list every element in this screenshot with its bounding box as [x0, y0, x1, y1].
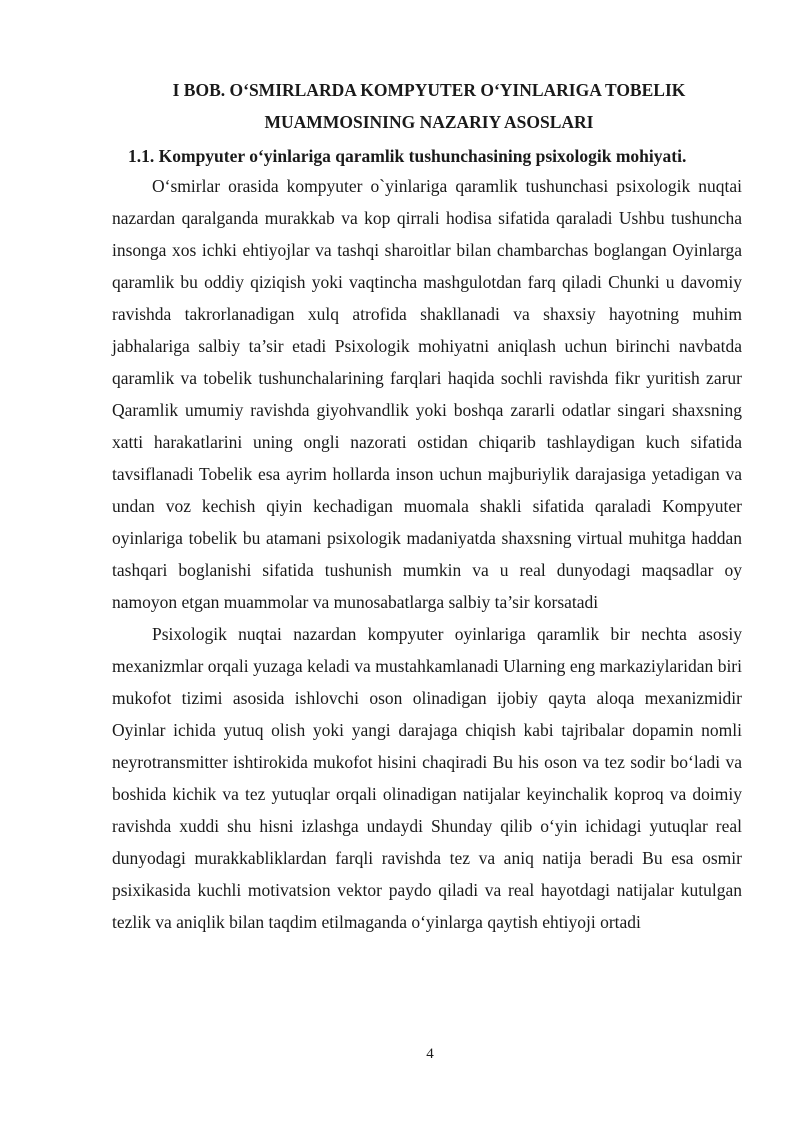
chapter-title-line-2: MUAMMOSINING NAZARIY ASOSLARI [264, 112, 594, 132]
chapter-title [112, 74, 688, 138]
chapter-title-line-1: I BOB. O‘SMIRLARDA KOMPYUTER O‘YINLARIGA TOBELIK [172, 80, 686, 100]
paragraph-2: Psixologik nuqtai nazardan kompyuter oyinlariga qaramlik bir nechta asosiy mexanizmlar orqali yuzaga keladi va mustahkamlanadi Ularning eng markaziylaridan biri mukofot tizimi asosida ishlovchi oson olinadigan ijobiy qayta aloqa mexanizmidir Oyinlar ichida yutuq olish yoki yangi darajaga chiqish kabi tajribalar dopamin nomli neyrotransmitter ishtirokida mukofot hisini chaqiradi Bu his oson va tez sodir bo‘ladi va boshida kichik va tez yutuqlar orqali olinadigan natijalar keyinchalik koproq va doimiy ravishda xuddi shu hisni izlashga undaydi Shunday qilib o‘yin ichidagi yutuqlar real dunyodagi murakkabliklardan farqli ravishda tez va aniq natija beradi Bu esa osmir psixikasida kuchli motivatsion vektor paydo qiladi va real hayotdagi natijalar kutulgan tezlik va aniqlik bilan taqdim etilmaganda o‘yinlarga qaytish ehtiyoji ortadi [112, 624, 742, 932]
page-number: 4 [426, 1046, 434, 1062]
section-title: 1.1. Kompyuter o‘yinlariga qaramlik tushunchasining psixologik mohiyati. [128, 146, 687, 166]
body-text [112, 170, 742, 938]
paragraph-1: O‘smirlar orasida kompyuter o`yinlariga qaramlik tushunchasi psixologik nuqtai nazardan qaralganda murakkab va kop qirrali hodisa sifatida qaraladi Ushbu tushuncha insonga xos ichki ehtiyojlar va tashqi sharoitlar bilan chambarchas boglangan Oyinlarga qaramlik bu oddiy qiziqish yoki vaqtincha mashgulotdan farq qiladi Chunki u davomiy ravishda takrorlanadigan xulq atrofida shakllanadi va shaxsiy hayotning muhim jabhalariga salbiy ta’sir etadi Psixologik mohiyatni aniqlash uchun birinchi navbatda qaramlik va tobelik tushunchalarining farqlari haqida sochli ravishda fikr yuritish zarur Qaramlik umumiy ravishda giyohvandlik yoki boshqa zararli odatlar singari shaxsning xatti harakatlarini uning ongli nazorati ostidan chiqarib tashlaydigan kuch sifatida tavsiflanadi Tobelik esa ayrim hollarda inson uchun majburiylik darajasiga yetadigan va undan voz kechish qiyin kechadigan muomala shakli sifatida qaraladi Kompyuter oyinlariga tobelik bu atamani psixologik madaniyatda shaxsning virtual muhitga haddan tashqari boglanishi sifatida tushunish mumkin va u real dunyodagi maqsadlar oy namoyon etgan muammolar va munosabatlarga salbiy ta’sir korsatadi [112, 176, 742, 612]
